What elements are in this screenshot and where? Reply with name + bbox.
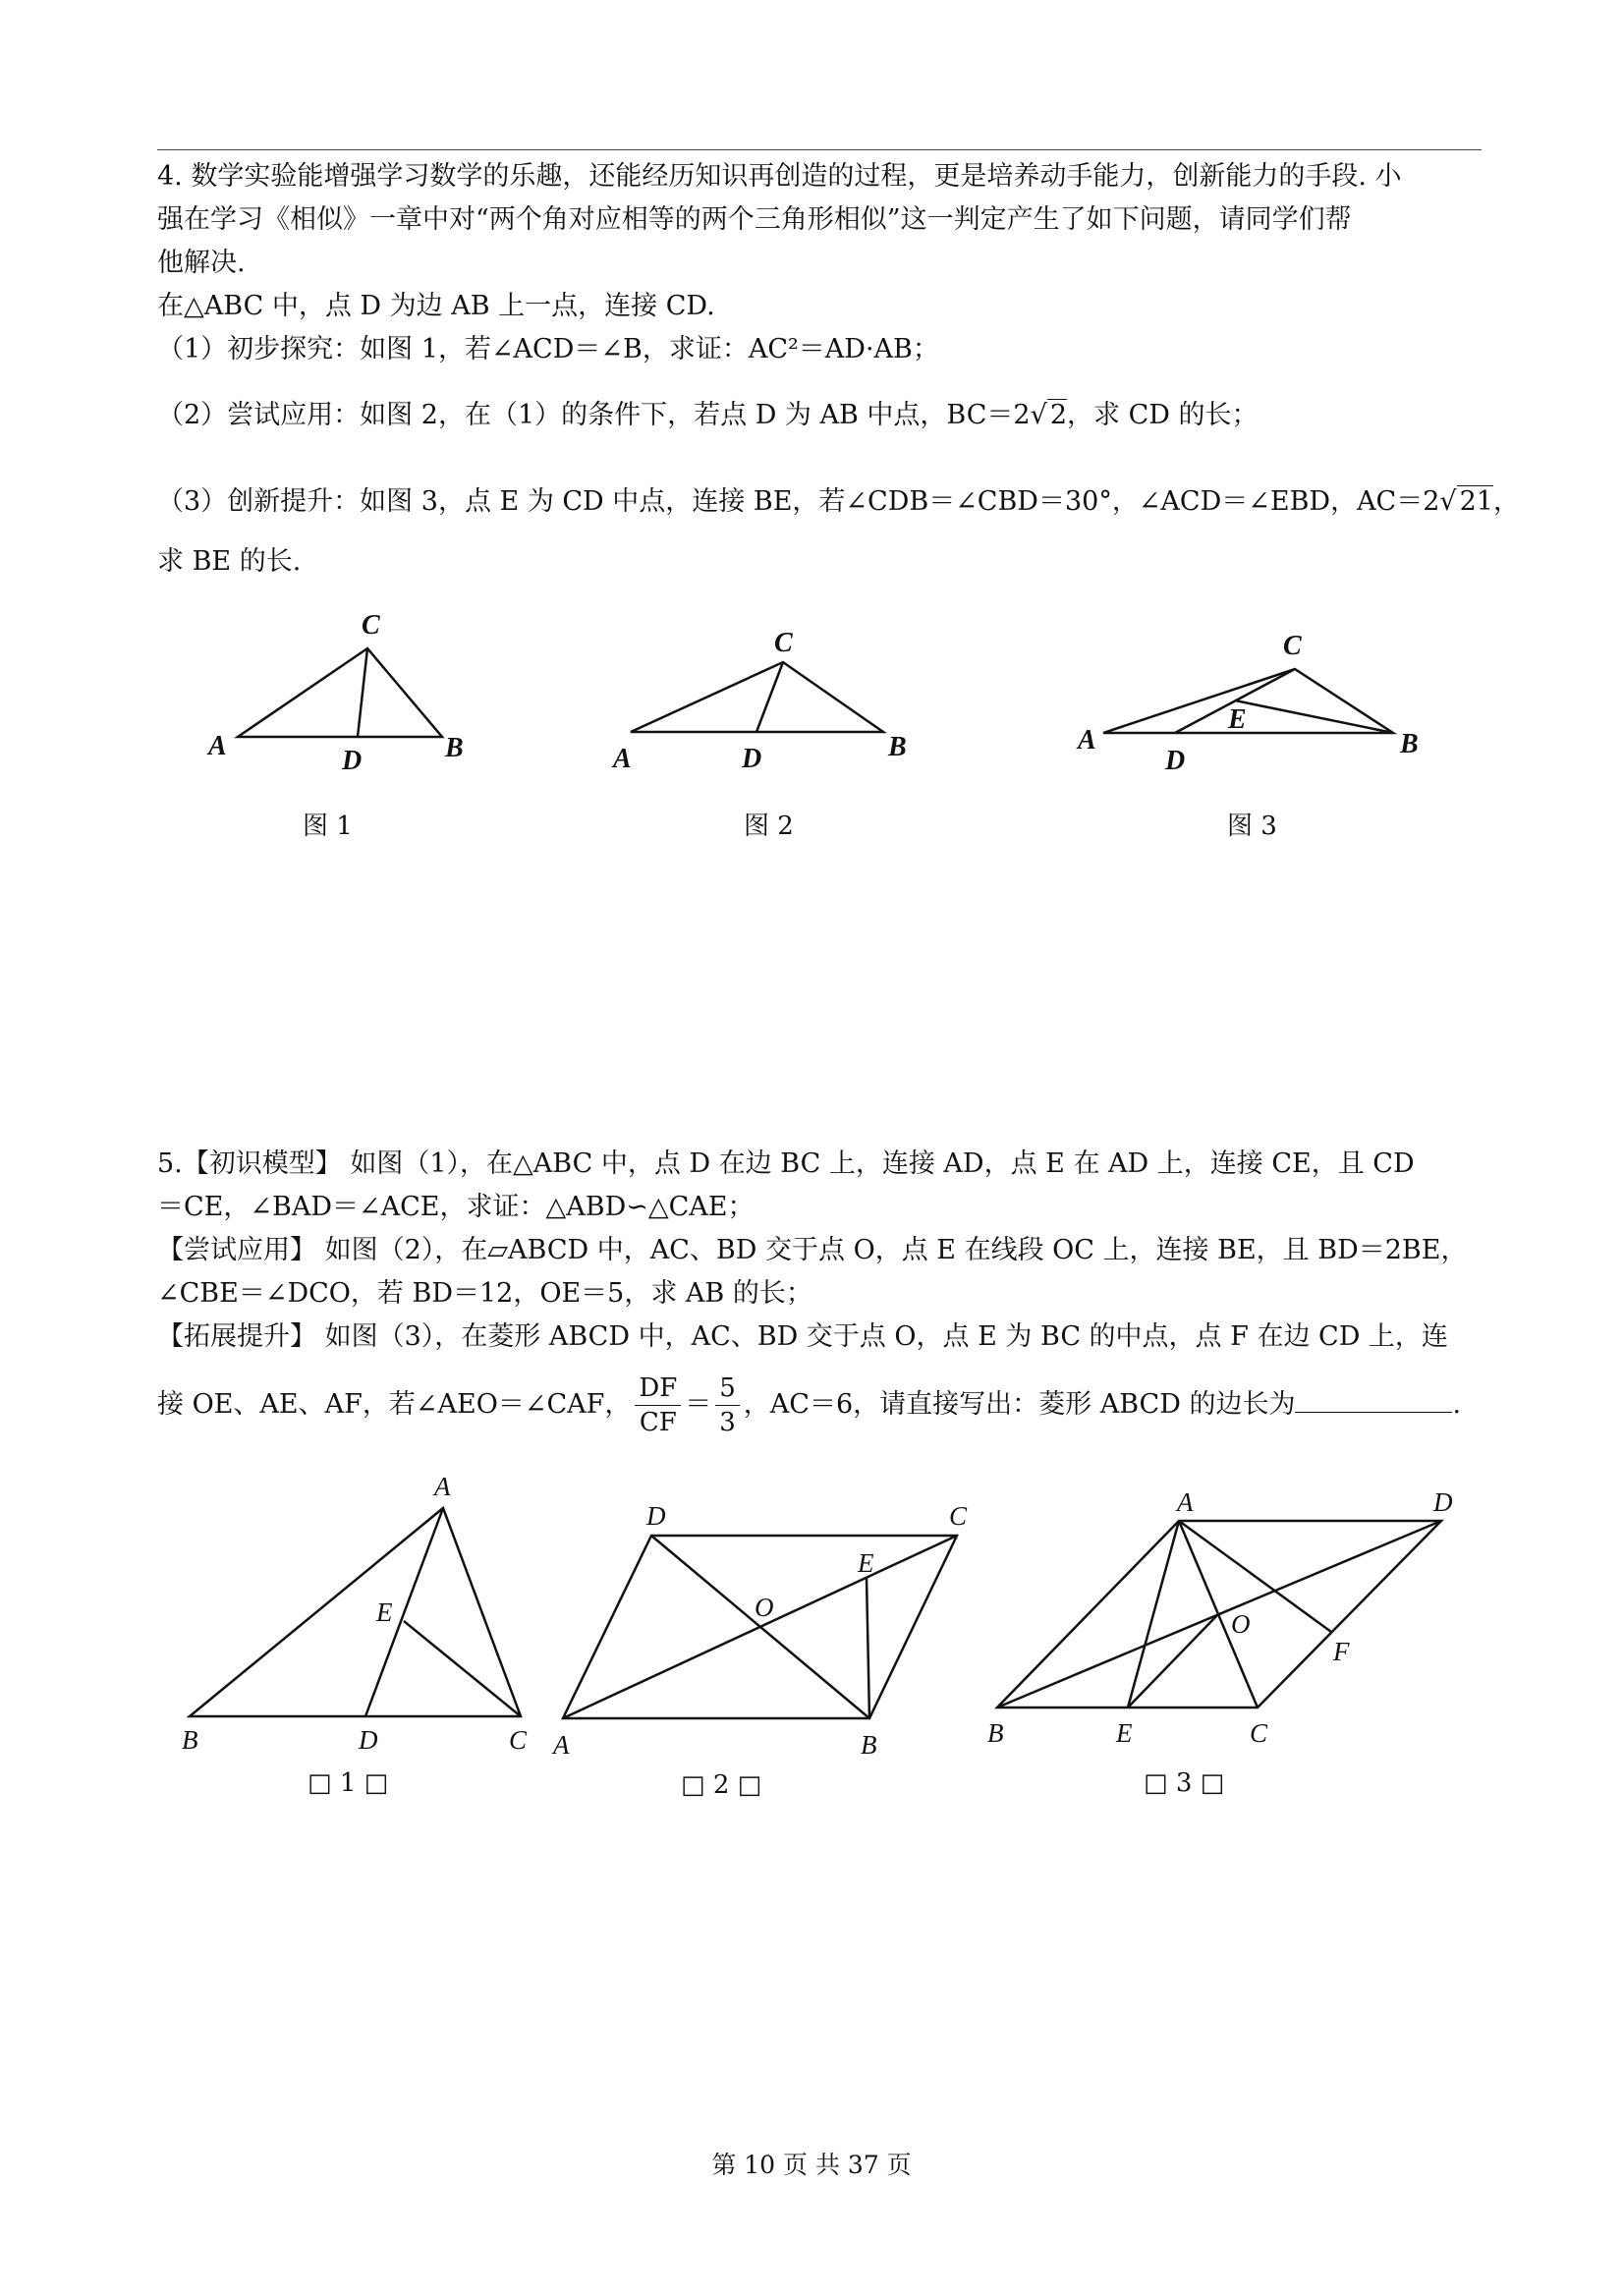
- q4-part-2-text: （2）尝试应用：如图 2，在（1）的条件下，若点 D 为 AB 中点，BC＝2: [157, 400, 1031, 430]
- q5-fig2-label-d: D: [646, 1501, 666, 1531]
- q5-fig3-label-a: A: [1177, 1487, 1194, 1517]
- q5-fig3-label-d: D: [1433, 1487, 1453, 1517]
- q5-fig2-label-c: C: [949, 1501, 968, 1531]
- q4-fig3-label-c: C: [1283, 631, 1302, 661]
- q4-fig1-label-b: B: [445, 733, 464, 763]
- q5-fig3-caption: □ 3 □: [1144, 1768, 1225, 1798]
- q5-fig3-label-f: F: [1333, 1637, 1350, 1666]
- q5-frac2-num: 5: [715, 1372, 740, 1406]
- q5-line-3: 【尝试应用】 如图（2），在▱ABCD 中，AC、BD 交于点 O，点 E 在线段 OC 上，连接 BE，且 BD＝2BE，: [157, 1235, 1468, 1265]
- q5-line-6-rest: ，AC＝6，请直接写出：菱形 ABCD 的边长为: [743, 1389, 1296, 1420]
- q5-fig3-label-c: C: [1250, 1718, 1268, 1748]
- q4-fig3-label-d: D: [1165, 746, 1186, 776]
- q5-fig3-label-e: E: [1116, 1718, 1133, 1748]
- q4-fig2-label-b: B: [888, 732, 907, 762]
- q4-fig1-caption: 图 1: [303, 812, 353, 841]
- q5-fig3-shape: [997, 1521, 1441, 1708]
- q4-part-3-end: ，: [1492, 486, 1520, 517]
- q4-line-3: 他解决.: [157, 248, 246, 278]
- q5-fig1-label-c: C: [509, 1725, 528, 1755]
- q4-part-2: （2）尝试应用：如图 2，在（1）的条件下，若点 D 为 AB 中点，BC＝2√ 2，求 CD 的长；: [157, 400, 1259, 430]
- q4-fig2-caption: 图 2: [744, 812, 794, 841]
- q5-fig1-label-d: D: [359, 1725, 378, 1755]
- q4-fig1-label-c: C: [362, 610, 380, 641]
- q4-fig3-label-a: A: [1078, 725, 1096, 756]
- q4-fig3-label-b: B: [1400, 729, 1419, 759]
- q4-part-3-cont: 求 BE 的长.: [157, 546, 302, 577]
- q4-line-2: 强在学习《相似》一章中对“两个角对应相等的两个三角形相似”这一判定产生了如下问题，请同学们帮: [157, 204, 1352, 235]
- q5-fig2-shape: [563, 1536, 957, 1718]
- q4-part-3: （3）创新提升：如图 3，点 E 为 CD 中点，连接 BE，若∠CDB＝∠CBD＝30°，∠ACD＝∠EBD，AC＝2√ 21，: [157, 486, 1520, 517]
- q4-part-2-root: 2: [1047, 399, 1067, 430]
- q4-fig1-label-d: D: [342, 746, 363, 776]
- q4-fig2-label-c: C: [774, 628, 793, 658]
- q5-frac-den: CF: [639, 1408, 677, 1437]
- q5-fig1-caption: □ 1 □: [308, 1768, 389, 1798]
- q4-part-2-end: ，求 CD 的长；: [1067, 400, 1259, 430]
- q4-line-1: 4. 数学实验能增强学习数学的乐趣，还能经历知识再创造的过程，更是培养动手能力，创新能力的手段. 小: [157, 161, 1402, 192]
- page-footer: 第 10 页 共 37 页: [711, 2151, 912, 2179]
- q4-part-3-text: （3）创新提升：如图 3，点 E 为 CD 中点，连接 BE，若∠CDB＝∠CBD＝30°，∠ACD＝∠EBD，AC＝2: [157, 486, 1440, 517]
- q5-fig1-shape: [190, 1508, 521, 1716]
- q4-fig1-label-a: A: [208, 731, 227, 761]
- q5-fig2-caption: □ 2 □: [681, 1770, 762, 1800]
- q5-frac2-den: 3: [719, 1408, 736, 1437]
- q5-line-6-text: 接 OE、AE、AF，若∠AEO＝∠CAF，: [157, 1389, 632, 1420]
- q5-fig1-label-a: A: [434, 1472, 451, 1501]
- q5-fig2-label-e: E: [858, 1548, 874, 1578]
- q5-fig2-label-a: A: [553, 1730, 570, 1760]
- q5-line-5: 【拓展提升】 如图（3），在菱形 ABCD 中，AC、BD 交于点 O，点 E 为 BC 的中点，点 F 在边 CD 上，连: [157, 1321, 1448, 1352]
- q4-line-4: 在△ABC 中，点 D 为边 AB 上一点，连接 CD.: [157, 291, 715, 321]
- q5-fig1-label-b: B: [182, 1725, 198, 1755]
- q4-fig3-caption: 图 3: [1227, 812, 1277, 841]
- q5-fig2-label-b: B: [861, 1730, 877, 1760]
- q5-fig3-label-b: B: [987, 1718, 1004, 1748]
- q5-fig3-label-o: O: [1231, 1609, 1251, 1639]
- q5-fig1-label-e: E: [376, 1597, 393, 1627]
- q5-line-6-end: .: [1452, 1389, 1462, 1420]
- q4-fig3-label-e: E: [1228, 704, 1247, 735]
- q5-line-1: 5.【初识模型】 如图（1），在△ABC 中，点 D 在边 BC 上，连接 AD，点 E 在 AD 上，连接 CE，且 CD: [157, 1148, 1415, 1179]
- q4-fig2-label-a: A: [613, 744, 632, 774]
- q5-eq: ＝: [685, 1389, 712, 1420]
- q5-frac-num: DF: [635, 1372, 681, 1406]
- q5-fig2-label-o: O: [755, 1593, 774, 1622]
- q5-line-4: ∠CBE＝∠DCO，若 BD＝12，OE＝5，求 AB 的长；: [157, 1278, 812, 1309]
- q4-part-1: （1）初步探究：如图 1，若∠ACD＝∠B，求证：AC²＝AD·AB；: [157, 334, 939, 364]
- q4-part-3-root: 21: [1457, 485, 1493, 517]
- q5-line-2: ＝CE，∠BAD＝∠ACE，求证：△ABD∽△CAE；: [157, 1192, 755, 1222]
- q4-fig2-label-d: D: [742, 744, 762, 774]
